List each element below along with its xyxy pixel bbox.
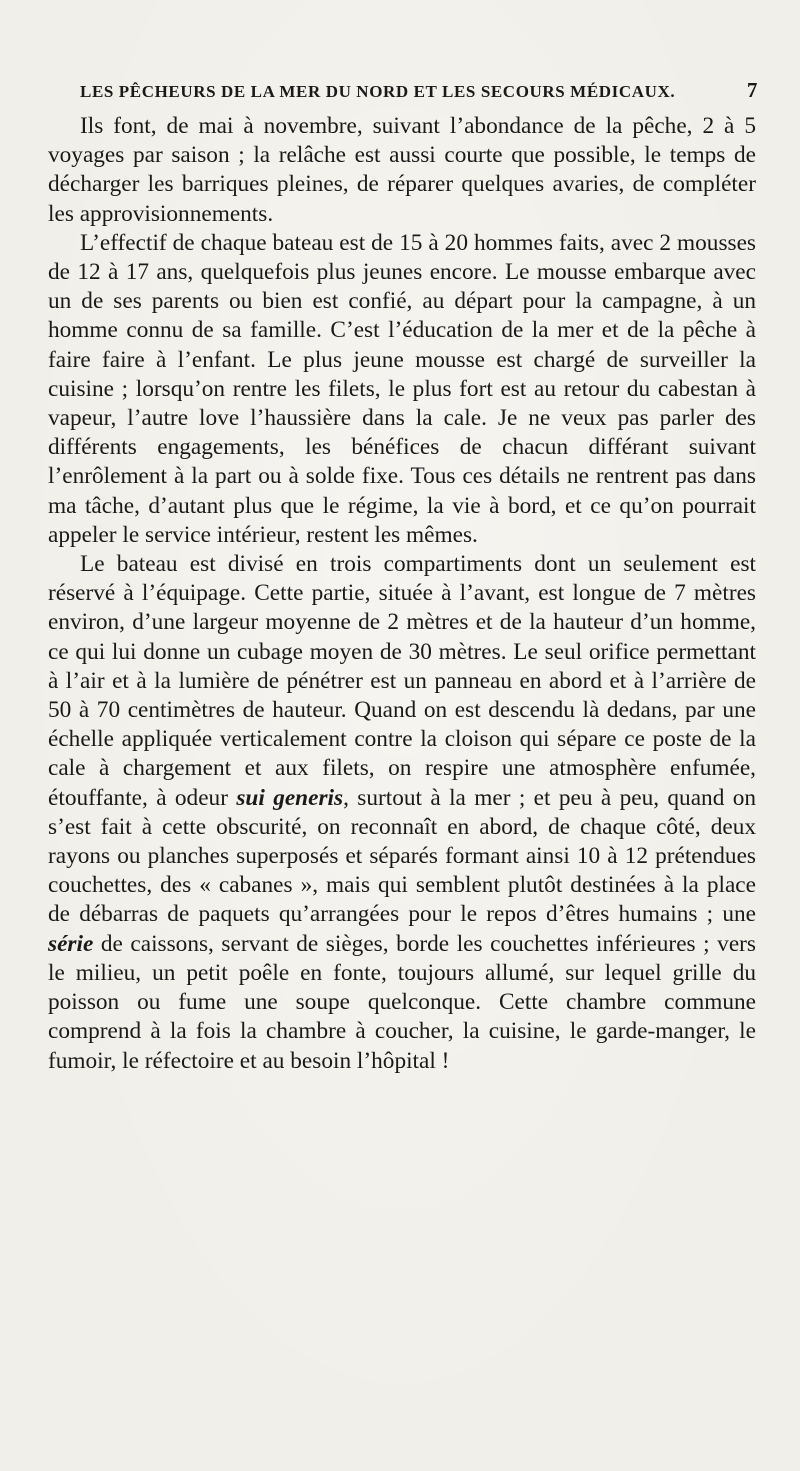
- paragraph-1: [48, 112, 756, 229]
- body-text: [48, 112, 756, 1076]
- italic-latin-phrase: sui generis: [236, 784, 344, 811]
- running-header: [80, 78, 758, 103]
- text-run: Le bateau est divisé en trois compartiments dont un seulement est réservé à l’équipage. Cette partie, située à l’avant, est longue de 7 mètres environ, d’une largeur moyenne de 2 mètres et de la hauteur d’un homme, ce qui lui donne un cubage moyen de 30 mètres. Le seul orifice permettant à l’air et à la lumière de pénétrer est un panneau en abord et à l’arrière de 50 à 70 centimètres de hauteur. Quand on est descendu là dedans, par une échelle appliquée verticalement contre la cloison qui sépare ce poste de la cale à chargement et aux filets, on respire une atmosphère enfumée, étouffante, à odeur: [48, 551, 756, 811]
- text-run: de caissons, servant de sièges, borde les couchettes inférieures ; vers le milieu, un petit poêle en fonte, toujours allumé, sur lequel grille du poisson ou fume une soupe quelconque. Cette chambre commune comprend à la fois la chambre à coucher, la cuisine, le garde-manger, le fumoir, le réfectoire et au besoin l’hôpital !: [48, 930, 756, 1074]
- text-run: , surtout à la mer ; et peu à peu, quand on s’est fait à cette obscurité, on reconnaît en abord, de chaque côté, deux rayons ou planches superposés et séparés formant ainsi 10 à 12 prétendues couchettes, des « cabanes », mais qui semblent plutôt destinées à la place de débarras de paquets qu’arrangées pour le repos d’êtres humains ; une: [48, 784, 757, 928]
- text-run: Ils font, de mai à novembre, suivant l’abondance de la pêche, 2 à 5 voyages par saison ; la relâche est aussi courte que possible, le temps de décharger les barriques pleines, de réparer quelques avaries, de compléter les approvisionnements.: [48, 113, 756, 227]
- text-run: L’effectif de chaque bateau est de 15 à 20 hommes faits, avec 2 mousses de 12 à 17 ans, quelquefois plus jeunes encore. Le mousse embarque avec un de ses parents ou bien est confié, au départ pour la campagne, à un homme connu de sa famille. C’est l’éducation de la mer et de la pêche à faire faire à l’enfant. Le plus jeune mousse est chargé de surveiller la cuisine ; lorsqu’on rentre les filets, le plus fort est au retour du cabestan à vapeur, l’autre love l’haussière dans la cale. Je ne veux pas parler des différents engagements, les bénéfices de chacun différant suivant l’enrôlement à la part ou à solde fixe. Tous ces détails ne rentrent pas dans ma tâche, d’autant plus que le régime, la vie à bord, et ce qu’on pourrait appeler le service intérieur, restent les mêmes.: [48, 229, 756, 548]
- running-title: LES PÊCHEURS DE LA MER DU NORD ET LES SECOURS MÉDICAUX.: [80, 82, 676, 101]
- page-number: 7: [746, 78, 758, 102]
- italic-word: série: [48, 930, 94, 957]
- paragraph-2: [48, 229, 756, 550]
- paragraph-3: [48, 550, 756, 1076]
